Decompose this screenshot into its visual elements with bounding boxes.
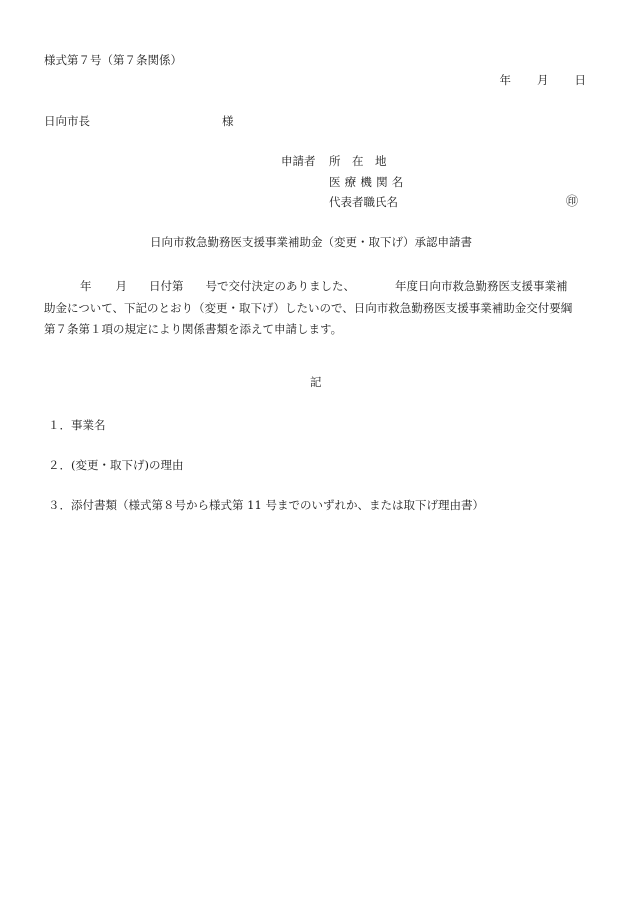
list-item-project-name: １．事業名 (48, 418, 106, 432)
body-date-no-label: 日付第 (149, 279, 184, 293)
addressee-name: 日向市長 (44, 114, 90, 128)
institution-name-label: 医療機関名 (329, 175, 408, 189)
date-line (500, 75, 587, 87)
addressee-honorific: 様 (222, 114, 234, 128)
list-item-attachments: ３．添付書類（様式第８号から様式第 11 号までのいずれか、または取下げ理由書） (48, 498, 484, 512)
body-fiscal-year-text: 年度日向市救急勤務医支援事業補 (395, 279, 568, 293)
body-line-1 (44, 276, 590, 298)
body-decision-text: 号で交付決定のありました、 (205, 279, 355, 293)
body-year-label: 年 (80, 279, 92, 293)
list-item-reason: ２．(変更・取下げ)の理由 (48, 458, 184, 472)
form-number: 様式第７号（第７条関係） (44, 53, 182, 67)
address-label: 所 在 地 (329, 154, 387, 168)
body-line-3: 第７条第１項の規定により関係書類を添えて申請します。 (44, 322, 343, 336)
body-paragraph (44, 276, 590, 341)
seal-mark: ㊞ (566, 194, 579, 208)
month-label: 月 (537, 73, 549, 87)
body-line-2: 助金について、下記のとおり（変更・取下げ）したいので、日向市救急勤務医支援事業補助金交付要綱 (44, 300, 573, 315)
year-label: 年 (499, 73, 511, 87)
document-title: 日向市救急勤務医支援事業補助金（変更・取下げ）承認申請書 (150, 235, 472, 249)
ki-heading: 記 (310, 375, 322, 389)
day-label: 日 (574, 73, 586, 87)
representative-label: 代表者職氏名 (329, 195, 398, 209)
applicant-label: 申請者 (281, 154, 316, 168)
body-month-label: 月 (115, 279, 127, 293)
